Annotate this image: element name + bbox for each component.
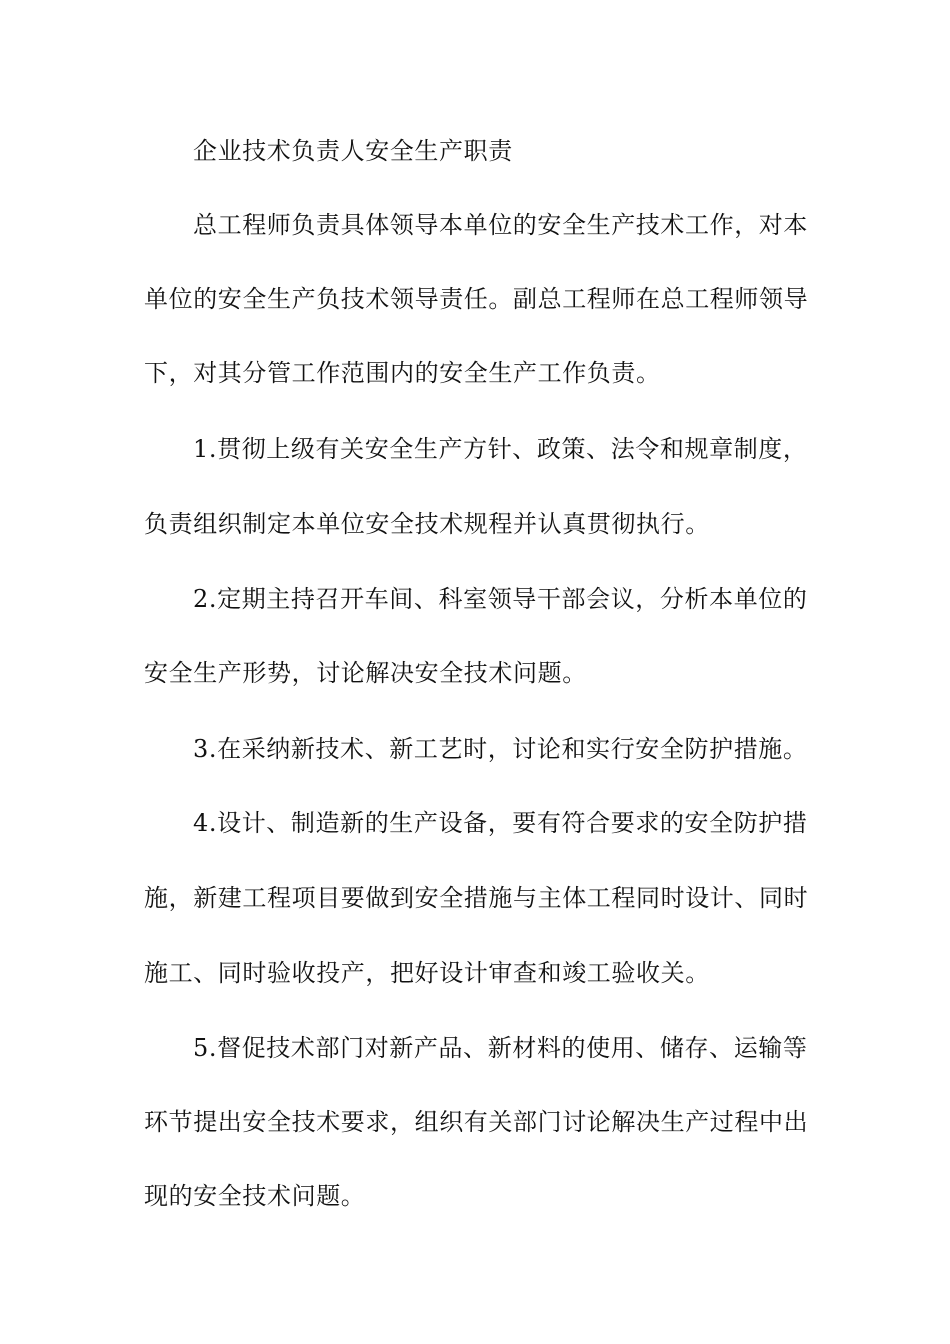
paragraph-line: 4.设计、制造新的生产设备，要有符合要求的安全防护措 bbox=[193, 809, 808, 837]
paragraph-line: 施，新建工程项目要做到安全措施与主体工程同时设计、同时 bbox=[144, 884, 809, 912]
paragraph-line: 安全生产形势，讨论解决安全技术问题。 bbox=[144, 659, 587, 687]
paragraph-line: 施工、同时验收投产，把好设计审查和竣工验收关。 bbox=[144, 959, 710, 987]
paragraph-line: 下，对其分管工作范围内的安全生产工作负责。 bbox=[144, 359, 661, 387]
paragraph-line: 环节提出安全技术要求，组织有关部门讨论解决生产过程中出 bbox=[144, 1108, 809, 1136]
document-title: 企业技术负责人安全生产职责 bbox=[193, 137, 513, 165]
paragraph-line: 5.督促技术部门对新产品、新材料的使用、储存、运输等 bbox=[193, 1034, 808, 1062]
paragraph-line: 3.在采纳新技术、新工艺时，讨论和实行安全防护措施。 bbox=[193, 735, 808, 763]
paragraph-line: 总工程师负责具体领导本单位的安全生产技术工作，对本 bbox=[193, 211, 808, 239]
paragraph-line: 1.贯彻上级有关安全生产方针、政策、法令和规章制度， bbox=[193, 435, 808, 463]
paragraph-line: 现的安全技术问题。 bbox=[144, 1182, 366, 1210]
paragraph-line: 单位的安全生产负技术领导责任。副总工程师在总工程师领导 bbox=[144, 285, 809, 313]
paragraph-line: 负责组织制定本单位安全技术规程并认真贯彻执行。 bbox=[144, 510, 710, 538]
paragraph-line: 2.定期主持召开车间、科室领导干部会议，分析本单位的 bbox=[193, 585, 808, 613]
